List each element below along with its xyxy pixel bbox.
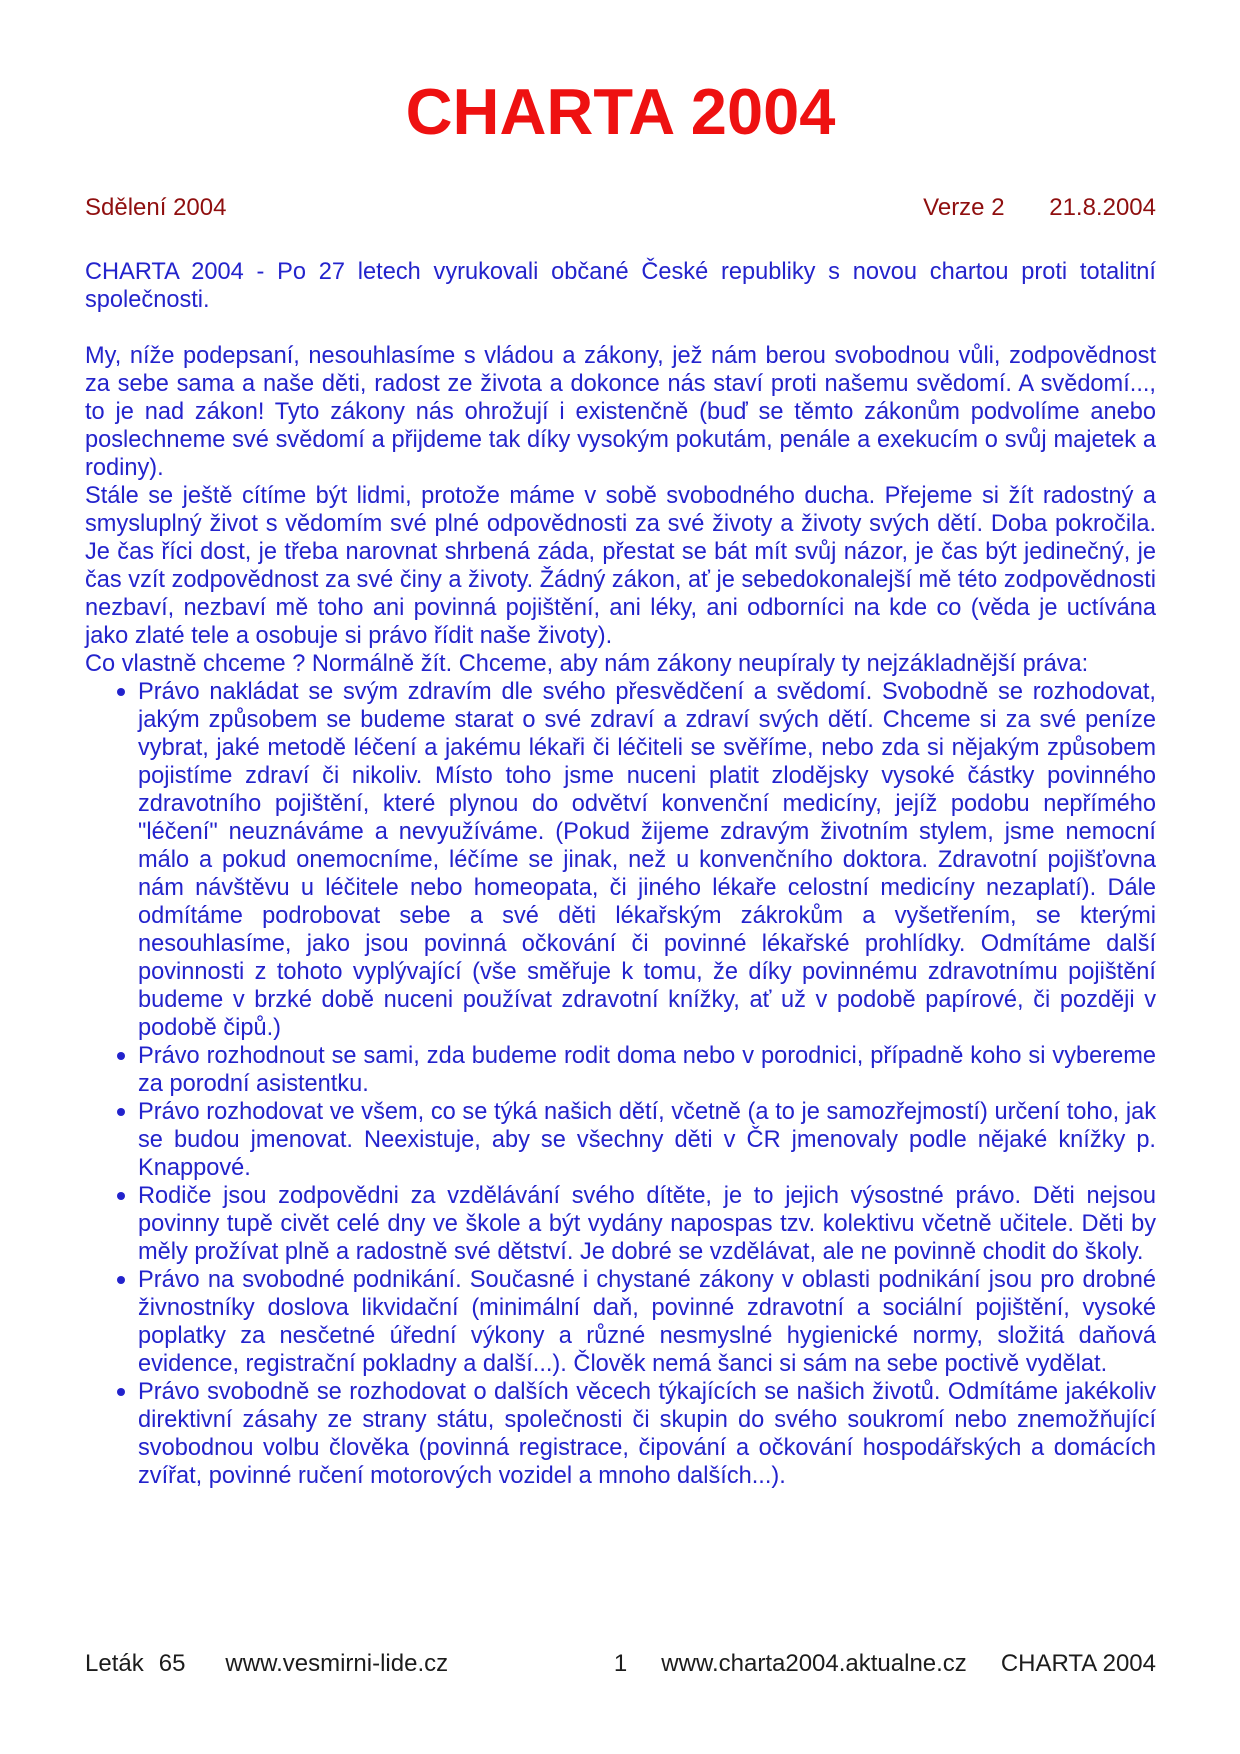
footer-site-left: www.vesmirni-lide.cz xyxy=(225,1650,449,1677)
footer-right xyxy=(627,1650,1156,1678)
header-row xyxy=(85,194,1156,222)
footer-doc-number: 65 xyxy=(158,1650,186,1677)
bullet-icon xyxy=(117,1052,125,1060)
document-content xyxy=(0,76,1240,1490)
bullet-item xyxy=(85,1378,1156,1490)
body-text xyxy=(85,258,1156,1490)
bullet-text: Právo na svobodné podnikání. Současné i chystané zákony v oblasti podnikání jsou pro drobné živnostníky doslova likvidační (minimální daň, povinné zdravotní a sociální pojištění, vysoké poplatky za nesčetné úřední výkony a různé nesmyslné hygienické normy, složitá daňová evidence, registrační pokladny a další...). Člověk nemá šanci si sám na sebe poctivě vydělat. xyxy=(138,1266,1156,1377)
bullet-text: Právo nakládat se svým zdravím dle svého přesvědčení a svědomí. Svobodně se rozhodovat, jakým způsobem se budeme starat o své zdraví a zdraví svých dětí. Chceme si za své peníze vybrat, jaké metodě léčení a jakému lékaři či léčiteli se svěříme, nebo zda si nějakým způsobem pojistíme zdraví či nikoliv. Místo toho jsme nuceni platit zlodějsky vysoké částky povinného zdravotního pojištění, které plynou do odvětví konvenční medicíny, jejíž podobu nepřímého "léčení" neuznáváme a nevyužíváme. (Pokud žijeme zdravým životním stylem, jsme nemocní málo a pokud onemocníme, léčíme se jinak, než u konvenčního doktora. Zdravotní pojišťovna nám návštěvu u léčitele nebo homeopata, či jiného lékaře celostní medicíny nezaplatí). Dále odmítáme podrobovat sebe a své děti lékařským zákrokům a vyšetřením, se kterými nesouhlasíme, jako jsou povinná očkování či povinné lékařské prohlídky. Odmítáme další povinnosti z tohoto vyplývající (vše směřuje k tomu, že díky povinnému zdravotnímu pojištění budeme v brzké době nuceni používat zdravotní knížky, ať už v podobě papírové, či později v podobě čipů.) xyxy=(138,678,1156,1041)
page-footer xyxy=(85,1650,1156,1678)
footer-site-right: www.charta2004.aktualne.cz xyxy=(661,1650,967,1677)
bullet-item xyxy=(85,1182,1156,1266)
bullet-icon xyxy=(117,1276,125,1284)
bullet-icon xyxy=(117,1192,125,1200)
bullet-text: Právo rozhodovat ve všem, co se týká našich dětí, včetně (a to je samozřejmostí) určení toho, jak se budou jmenovat. Neexistuje, aby se všechny děti v ČR jmenovaly podle nějaké knížky p. Knappové. xyxy=(138,1098,1156,1181)
footer-brand: CHARTA 2004 xyxy=(1000,1650,1157,1677)
bullet-item xyxy=(85,1042,1156,1098)
footer-doc-type: Leták xyxy=(85,1650,144,1677)
page-number: 1 xyxy=(613,1650,628,1677)
bullet-item xyxy=(85,1098,1156,1182)
header-subject-label: Sdělení 2004 xyxy=(85,193,227,221)
rights-bullet-list xyxy=(85,678,1156,1490)
document-title: CHARTA 2004 xyxy=(405,75,836,148)
bullet-icon xyxy=(117,1388,125,1396)
bullet-icon xyxy=(117,1108,125,1116)
bullet-item xyxy=(85,1266,1156,1378)
bullet-icon xyxy=(117,688,125,696)
bullet-item xyxy=(85,678,1156,1042)
footer-left xyxy=(85,1650,614,1678)
bullet-text: Právo rozhodnout se sami, zda budeme rodit doma nebo v porodnici, případně koho si vybereme za porodní asistentku. xyxy=(138,1042,1156,1097)
bullet-text: Právo svobodně se rozhodovat o dalších věcech týkajících se našich životů. Odmítáme jakékoliv direktivní zásahy ze strany státu, společnosti či skupin do svého soukromí nebo znemožňující svobodnou volbu člověka (povinná registrace, čipování a očkování hospodářských a domácích zvířat, povinné ručení motorových vozidel a mnoho dalších...). xyxy=(138,1378,1156,1489)
header-version-block xyxy=(923,194,1156,222)
paragraph: CHARTA 2004 - Po 27 letech vyrukovali občané České republiky s novou chartou proti totalitní společnosti. xyxy=(85,258,1156,313)
date-label: 21.8.2004 xyxy=(1049,193,1156,221)
bullet-text: Rodiče jsou zodpovědni za vzdělávání svého dítěte, je to jejich výsostné právo. Děti nejsou povinny tupě civět celé dny ve škole a být vydány napospas tzv. kolektivu včetně učitele. Děti by měly prožívat plně a radostně své dětství. Je dobré se vzdělávat, ale ne povinně chodit do školy. xyxy=(138,1182,1156,1265)
paragraph: My, níže podepsaní, nesouhlasíme s vládou a zákony, jež nám berou svobodnou vůli, zodpovědnost za sebe sama a naše děti, radost ze života a dokonce nás staví proti našemu svědomí. A svědomí..., to je nad zákon! Tyto zákony nás ohrožují i existenčně (buď se těmto zákonům podvolíme anebo poslechneme své svědomí a přijdeme tak díky vysokým pokutám, penále a exekucím o svůj majetek a rodiny). xyxy=(85,342,1156,481)
paragraph: Co vlastně chceme ? Normálně žít. Chceme, aby nám zákony neupíraly ty nejzákladnější práva: xyxy=(85,650,1089,677)
intro-paragraphs xyxy=(85,258,1156,678)
footer-center xyxy=(614,1650,627,1678)
paragraph: Stále se ještě cítíme být lidmi, protože máme v sobě svobodného ducha. Přejeme si žít radostný a smysluplný život s vědomím své plné odpovědnosti za své životy a životy svých dětí. Doba pokročila. Je čas říci dost, je třeba narovnat shrbená záda, přestat se bát mít svůj názor, je čas být jedinečný, je čas vzít zodpovědnost za své činy a životy. Žádný zákon, ať je sebedokonalejší mě této zodpovědnosti nezbaví, nezbaví mě toho ani povinná pojištění, ani léky, ani odborníci na kde co (věda je uctívána jako zlaté tele a osobuje si právo řídit naše životy). xyxy=(85,482,1156,649)
version-label: Verze 2 xyxy=(923,193,1005,221)
